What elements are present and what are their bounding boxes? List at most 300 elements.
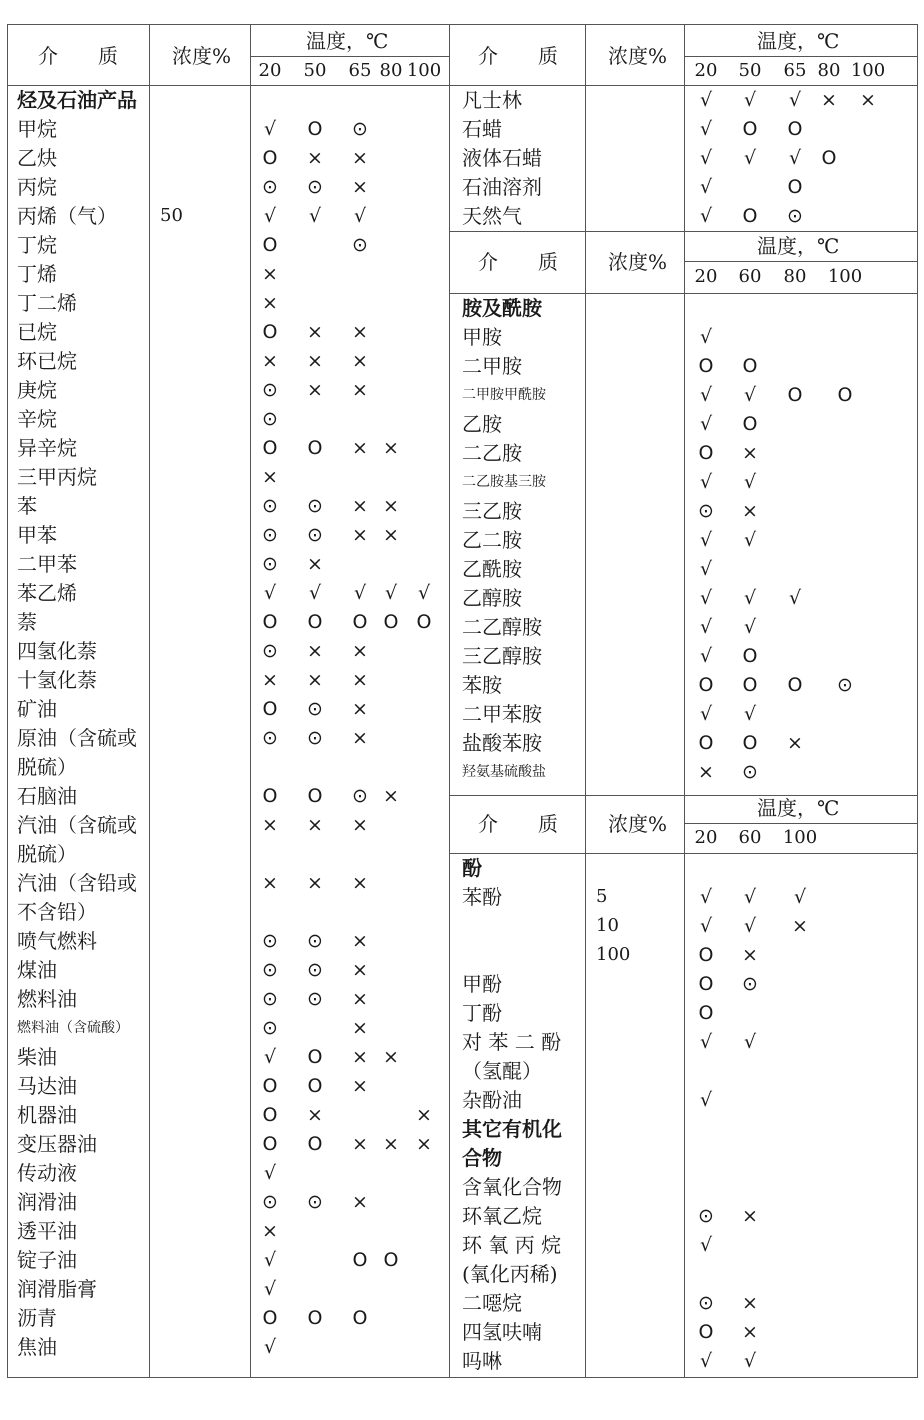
left-row-name: 烃及石油产品	[17, 88, 137, 112]
right2-row-mark-fair: O	[787, 384, 803, 406]
right3-row-mark-bad: ×	[742, 1205, 758, 1227]
left-row-mark-fair: O	[352, 611, 368, 633]
right2-row-name: 二乙胺	[462, 441, 522, 465]
right2-row-mark-fair: O	[742, 355, 758, 377]
left-row-mark-bad: ×	[352, 930, 368, 952]
left-row-mark-limited: ⊙	[307, 727, 323, 749]
left-row-mark-bad: ×	[383, 1133, 399, 1155]
right3-row-name: 环氧乙烷	[462, 1204, 542, 1228]
right2-row-mark-fair: O	[787, 674, 803, 696]
left-row-name: 庚烷	[17, 378, 57, 402]
left-row-mark-limited: ⊙	[262, 988, 278, 1010]
right2-header-bottom	[449, 293, 918, 294]
left-row-mark-limited: ⊙	[307, 988, 323, 1010]
left-row-mark-fair: O	[307, 1307, 323, 1329]
right3-row-name: 合物	[462, 1146, 502, 1170]
right2-row-mark-fair: O	[742, 732, 758, 754]
right2-row-name: 甲胺	[462, 325, 502, 349]
left-row-name: 燃料油	[17, 987, 77, 1011]
left-row-mark-limited: ⊙	[307, 959, 323, 981]
right2-row-name: 二甲胺	[462, 354, 522, 378]
table-bottom-border	[7, 1377, 918, 1378]
left-row-mark-ok: √	[263, 1046, 277, 1068]
left-row-mark-bad: ×	[352, 698, 368, 720]
left-row-mark-bad: ×	[352, 379, 368, 401]
left-row-name: 汽油（含硫或	[17, 813, 137, 837]
left-row-mark-ok: √	[263, 1162, 277, 1184]
right2-row-mark-fair: O	[837, 384, 853, 406]
left-row-name: 煤油	[17, 958, 57, 982]
left-row-mark-ok: √	[353, 582, 367, 604]
right1-row-mark-ok: √	[699, 118, 713, 140]
right1-temp-col-100: 100	[850, 60, 886, 81]
left-row-mark-bad: ×	[262, 466, 278, 488]
left-row-mark-bad: ×	[383, 495, 399, 517]
right2-row-name: 乙胺	[462, 412, 502, 436]
right2-row-name: 羟氨基硫酸盐	[462, 764, 546, 780]
right2-row-mark-ok: √	[743, 529, 757, 551]
left-row-name: 不含铅）	[17, 900, 97, 924]
left-row-mark-bad: ×	[352, 495, 368, 517]
right2-top-border	[449, 231, 918, 232]
left-row-mark-limited: ⊙	[307, 176, 323, 198]
right2-row-mark-fair: O	[742, 674, 758, 696]
right1-header-concentration: 浓度%	[608, 44, 668, 68]
right2-row-mark-bad: ×	[742, 500, 758, 522]
left-row-mark-ok: √	[308, 582, 322, 604]
left-row-name: 丁二烯	[17, 291, 77, 315]
right3-top-border	[449, 795, 918, 796]
right3-row-name: 环 氧 丙 烷	[462, 1233, 562, 1257]
left-row-name: 丙烷	[17, 175, 57, 199]
right3-row-mark-fair: O	[698, 973, 714, 995]
left-row-mark-limited: ⊙	[262, 930, 278, 952]
right1-row-mark-ok: √	[699, 205, 713, 227]
right1-row-mark-fair: O	[787, 176, 803, 198]
right3-row-name: 酚	[462, 856, 482, 880]
right2-row-mark-limited: ⊙	[837, 674, 853, 696]
right3-temp-sub-rule	[684, 823, 918, 824]
left-row-name: 透平油	[17, 1219, 77, 1243]
left-row-mark-fair: O	[262, 785, 278, 807]
right2-row-name: 三乙胺	[462, 499, 522, 523]
right3-row-name: （氢醌）	[462, 1059, 542, 1083]
left-row-mark-bad: ×	[383, 524, 399, 546]
left-row-name: 甲烷	[17, 117, 57, 141]
right2-row-mark-ok: √	[743, 703, 757, 725]
right1-row-mark-bad: ×	[860, 89, 876, 111]
left-row-mark-fair: O	[416, 611, 432, 633]
left-row-name: 原油（含硫或	[17, 726, 137, 750]
left-row-mark-ok: √	[263, 1336, 277, 1358]
left-divider-medium-conc	[149, 24, 150, 1377]
right3-row-name: 吗啉	[462, 1349, 502, 1373]
right3-row-mark-ok: √	[743, 1350, 757, 1372]
right2-row-mark-bad: ×	[698, 761, 714, 783]
left-row-concentration: 50	[160, 205, 183, 226]
left-row-mark-bad: ×	[352, 1075, 368, 1097]
right3-row-mark-ok: √	[699, 886, 713, 908]
right3-row-concentration: 100	[596, 944, 631, 965]
left-row-mark-bad: ×	[352, 988, 368, 1010]
right2-row-mark-fair: O	[698, 674, 714, 696]
right3-row-mark-ok: √	[793, 886, 807, 908]
left-row-mark-bad: ×	[383, 785, 399, 807]
left-row-mark-fair: O	[262, 698, 278, 720]
right2-row-mark-ok: √	[743, 384, 757, 406]
right2-row-mark-ok: √	[699, 616, 713, 638]
right3-row-mark-fair: O	[698, 1002, 714, 1024]
left-row-mark-bad: ×	[262, 814, 278, 836]
left-divider-conc-temp	[250, 24, 251, 1377]
right3-row-name: 其它有机化	[462, 1117, 562, 1141]
left-row-mark-bad: ×	[352, 1046, 368, 1068]
right3-row-name: 丁酚	[462, 1001, 502, 1025]
left-row-mark-limited: ⊙	[262, 727, 278, 749]
right3-temp-col-60: 60	[738, 827, 762, 848]
left-row-mark-ok: √	[417, 582, 431, 604]
right1-row-mark-ok: √	[743, 89, 757, 111]
right2-row-name: 盐酸苯胺	[462, 731, 542, 755]
left-row-name: 四氢化萘	[17, 639, 97, 663]
left-row-name: 马达油	[17, 1074, 77, 1098]
left-row-mark-bad: ×	[262, 263, 278, 285]
left-row-name: 丙烯（气）	[17, 204, 117, 228]
left-row-mark-ok: √	[263, 205, 277, 227]
left-row-mark-limited: ⊙	[262, 495, 278, 517]
left-row-mark-bad: ×	[262, 1220, 278, 1242]
right3-header-bottom	[449, 853, 918, 854]
right1-temp-col-65: 65	[783, 60, 807, 81]
left-row-mark-bad: ×	[352, 669, 368, 691]
right2-row-name: 三乙醇胺	[462, 644, 542, 668]
right1-row-mark-bad: ×	[821, 89, 837, 111]
right1-row-mark-ok: √	[788, 147, 802, 169]
right2-row-name: 二甲苯胺	[462, 702, 542, 726]
left-temp-col-65: 65	[348, 60, 372, 81]
left-row-mark-bad: ×	[307, 350, 323, 372]
left-row-name: 二甲苯	[17, 552, 77, 576]
right3-row-concentration: 5	[596, 886, 608, 907]
left-row-mark-bad: ×	[262, 292, 278, 314]
right1-row-mark-fair: O	[821, 147, 837, 169]
right3-temp-col-20: 20	[694, 827, 718, 848]
right2-row-mark-ok: √	[699, 529, 713, 551]
right3-row-name: 对 苯 二 酚	[462, 1030, 562, 1054]
left-row-mark-limited: ⊙	[262, 379, 278, 401]
left-row-mark-fair: O	[262, 437, 278, 459]
left-row-mark-ok: √	[263, 1249, 277, 1271]
right2-row-name: 乙酰胺	[462, 557, 522, 581]
left-row-mark-bad: ×	[352, 640, 368, 662]
right3-row-name: (氧化丙稀)	[462, 1262, 558, 1286]
right3-row-name: 四氢呋喃	[462, 1320, 542, 1344]
left-row-mark-limited: ⊙	[307, 524, 323, 546]
left-row-mark-bad: ×	[307, 669, 323, 691]
right2-row-name: 胺及酰胺	[462, 296, 542, 320]
right2-row-mark-fair: O	[742, 413, 758, 435]
center-divider	[449, 24, 450, 1377]
left-row-name: 汽油（含铅或	[17, 871, 137, 895]
left-row-mark-fair: O	[383, 1249, 399, 1271]
left-row-mark-bad: ×	[352, 1133, 368, 1155]
left-row-name: 萘	[17, 610, 37, 634]
left-row-name: 传动液	[17, 1161, 77, 1185]
right3-row-mark-limited: ⊙	[698, 1292, 714, 1314]
left-row-mark-limited: ⊙	[262, 1017, 278, 1039]
right1-temp-col-20: 20	[694, 60, 718, 81]
left-row-mark-bad: ×	[352, 959, 368, 981]
left-row-mark-bad: ×	[307, 553, 323, 575]
table-left-border	[7, 24, 8, 1377]
right2-row-mark-ok: √	[699, 645, 713, 667]
left-row-name: 苯乙烯	[17, 581, 77, 605]
left-row-mark-bad: ×	[352, 321, 368, 343]
right2-row-mark-ok: √	[699, 384, 713, 406]
left-row-name: 丁烯	[17, 262, 57, 286]
left-row-mark-bad: ×	[307, 379, 323, 401]
left-row-mark-fair: O	[352, 1307, 368, 1329]
left-row-mark-bad: ×	[352, 350, 368, 372]
right2-row-name: 乙二胺	[462, 528, 522, 552]
left-row-mark-fair: O	[307, 1133, 323, 1155]
left-row-mark-limited: ⊙	[262, 524, 278, 546]
left-row-mark-limited: ⊙	[352, 785, 368, 807]
table-right-border	[917, 24, 918, 1377]
left-temp-sub-rule	[250, 56, 449, 57]
right1-row-mark-ok: √	[743, 147, 757, 169]
left-row-name: 矿油	[17, 697, 57, 721]
left-row-mark-fair: O	[352, 1249, 368, 1271]
right3-row-mark-ok: √	[743, 886, 757, 908]
left-row-mark-limited: ⊙	[307, 930, 323, 952]
right2-row-mark-limited: ⊙	[742, 761, 758, 783]
right2-row-mark-ok: √	[699, 558, 713, 580]
left-row-name: 十氢化萘	[17, 668, 97, 692]
right3-row-mark-bad: ×	[792, 915, 808, 937]
right3-row-mark-bad: ×	[742, 1292, 758, 1314]
right1-row-name: 液体石蜡	[462, 146, 542, 170]
left-temp-col-80: 80	[379, 60, 403, 81]
left-row-mark-bad: ×	[307, 1104, 323, 1126]
right2-header-temperature: 温度，℃	[757, 234, 840, 258]
left-row-mark-limited: ⊙	[262, 408, 278, 430]
left-row-mark-ok: √	[263, 1278, 277, 1300]
left-row-name: 乙炔	[17, 146, 57, 170]
right2-row-name: 二甲胺甲酰胺	[462, 387, 546, 403]
left-row-mark-bad: ×	[307, 147, 323, 169]
left-row-mark-bad: ×	[307, 640, 323, 662]
right1-row-mark-ok: √	[699, 147, 713, 169]
left-row-name: 三甲丙烷	[17, 465, 97, 489]
right2-row-mark-fair: O	[698, 442, 714, 464]
right2-row-mark-ok: √	[743, 616, 757, 638]
right-divider-medium-conc	[585, 24, 586, 1377]
left-row-mark-bad: ×	[352, 524, 368, 546]
left-row-name: 润滑油	[17, 1190, 77, 1214]
right1-row-mark-fair: O	[742, 118, 758, 140]
right3-row-name: 含氧化合物	[462, 1175, 562, 1199]
right1-temp-col-80: 80	[817, 60, 841, 81]
left-row-mark-limited: ⊙	[307, 495, 323, 517]
left-row-mark-ok: √	[384, 582, 398, 604]
left-row-mark-bad: ×	[352, 727, 368, 749]
right2-header-medium: 介 质	[478, 250, 558, 274]
left-row-mark-ok: √	[308, 205, 322, 227]
left-row-mark-bad: ×	[307, 872, 323, 894]
right2-temp-col-60: 60	[738, 266, 762, 287]
left-row-mark-fair: O	[307, 1075, 323, 1097]
right3-row-name: 杂酚油	[462, 1088, 522, 1112]
left-row-mark-ok: √	[263, 118, 277, 140]
right2-row-name: 二乙胺基三胺	[462, 474, 546, 490]
right3-row-mark-ok: √	[699, 1350, 713, 1372]
left-row-mark-limited: ⊙	[262, 1191, 278, 1213]
left-header-medium: 介 质	[38, 44, 118, 68]
right2-temp-sub-rule	[684, 261, 918, 262]
left-row-mark-fair: O	[383, 611, 399, 633]
left-row-name: 丁烷	[17, 233, 57, 257]
left-row-mark-limited: ⊙	[352, 118, 368, 140]
right1-temp-sub-rule	[684, 56, 918, 57]
left-row-name: 脱硫）	[17, 842, 77, 866]
table-top-border	[7, 24, 918, 25]
header-bottom-border	[7, 85, 918, 86]
right1-row-name: 石蜡	[462, 117, 502, 141]
left-row-name: 焦油	[17, 1335, 57, 1359]
left-row-mark-limited: ⊙	[307, 1191, 323, 1213]
left-row-mark-limited: ⊙	[262, 553, 278, 575]
right3-row-mark-fair: O	[698, 1321, 714, 1343]
left-row-name: 润滑脂膏	[17, 1277, 97, 1301]
right3-temp-col-100: 100	[782, 827, 818, 848]
right2-row-mark-ok: √	[699, 471, 713, 493]
right1-header-temperature: 温度，℃	[757, 29, 840, 53]
left-row-mark-limited: ⊙	[352, 234, 368, 256]
left-row-mark-bad: ×	[262, 350, 278, 372]
right3-row-mark-ok: √	[699, 915, 713, 937]
left-row-mark-bad: ×	[307, 321, 323, 343]
left-row-mark-fair: O	[307, 611, 323, 633]
right1-header-medium: 介 质	[478, 44, 558, 68]
left-row-mark-fair: O	[307, 437, 323, 459]
left-row-name: 苯	[17, 494, 37, 518]
right2-row-mark-fair: O	[698, 732, 714, 754]
right3-row-mark-fair: O	[698, 944, 714, 966]
left-row-mark-fair: O	[262, 1104, 278, 1126]
left-header-concentration: 浓度%	[172, 44, 232, 68]
right2-row-mark-ok: √	[699, 587, 713, 609]
right2-row-mark-fair: O	[742, 645, 758, 667]
left-row-mark-fair: O	[262, 321, 278, 343]
left-row-mark-bad: ×	[352, 437, 368, 459]
left-row-name: 脱硫）	[17, 755, 77, 779]
right3-header-medium: 介 质	[478, 812, 558, 836]
right2-row-name: 二乙醇胺	[462, 615, 542, 639]
right2-row-name: 乙醇胺	[462, 586, 522, 610]
right1-row-mark-fair: O	[787, 118, 803, 140]
right3-row-mark-ok: √	[743, 915, 757, 937]
left-row-mark-fair: O	[262, 147, 278, 169]
left-row-mark-fair: O	[262, 1133, 278, 1155]
right3-row-mark-limited: ⊙	[742, 973, 758, 995]
left-header-temperature: 温度，℃	[306, 29, 389, 53]
right2-row-mark-limited: ⊙	[698, 500, 714, 522]
right1-row-mark-ok: √	[699, 89, 713, 111]
left-row-mark-ok: √	[353, 205, 367, 227]
left-row-mark-limited: ⊙	[262, 959, 278, 981]
left-row-mark-fair: O	[262, 234, 278, 256]
right3-row-mark-ok: √	[699, 1031, 713, 1053]
right2-row-mark-ok: √	[699, 326, 713, 348]
left-row-name: 异辛烷	[17, 436, 77, 460]
right1-temp-col-50: 50	[738, 60, 762, 81]
left-row-mark-bad: ×	[416, 1133, 432, 1155]
right1-row-mark-ok: √	[788, 89, 802, 111]
left-row-mark-bad: ×	[307, 814, 323, 836]
left-row-mark-bad: ×	[352, 814, 368, 836]
right1-row-mark-limited: ⊙	[787, 205, 803, 227]
right2-row-mark-ok: √	[743, 587, 757, 609]
left-temp-col-20: 20	[258, 60, 282, 81]
right2-temp-col-100: 100	[827, 266, 863, 287]
right3-row-name: 二噁烷	[462, 1291, 522, 1315]
left-row-name: 沥青	[17, 1306, 57, 1330]
left-row-name: 甲苯	[17, 523, 57, 547]
left-row-mark-bad: ×	[352, 176, 368, 198]
right2-row-mark-ok: √	[699, 413, 713, 435]
right2-row-mark-fair: O	[698, 355, 714, 377]
left-row-name: 变压器油	[17, 1132, 97, 1156]
right1-row-mark-fair: O	[742, 205, 758, 227]
left-row-name: 燃料油（含硫酸）	[17, 1020, 129, 1036]
left-row-mark-fair: O	[262, 1075, 278, 1097]
left-row-mark-limited: ⊙	[307, 698, 323, 720]
right2-temp-col-80: 80	[783, 266, 807, 287]
left-row-mark-bad: ×	[352, 147, 368, 169]
left-row-mark-bad: ×	[383, 1046, 399, 1068]
right3-row-mark-ok: √	[699, 1089, 713, 1111]
right2-header-concentration: 浓度%	[608, 250, 668, 274]
left-row-mark-limited: ⊙	[262, 640, 278, 662]
left-row-name: 喷气燃料	[17, 929, 97, 953]
left-row-name: 环已烷	[17, 349, 77, 373]
right3-row-concentration: 10	[596, 915, 619, 936]
left-row-mark-bad: ×	[416, 1104, 432, 1126]
left-row-mark-fair: O	[307, 785, 323, 807]
left-temp-col-50: 50	[303, 60, 327, 81]
right3-header-concentration: 浓度%	[608, 812, 668, 836]
right3-row-mark-bad: ×	[742, 1321, 758, 1343]
left-row-mark-bad: ×	[352, 872, 368, 894]
left-row-name: 已烷	[17, 320, 57, 344]
left-row-name: 辛烷	[17, 407, 57, 431]
left-row-mark-ok: √	[263, 582, 277, 604]
right1-row-mark-ok: √	[699, 176, 713, 198]
left-row-name: 锭子油	[17, 1248, 77, 1272]
right1-row-name: 天然气	[462, 204, 522, 228]
left-row-name: 机器油	[17, 1103, 77, 1127]
right3-row-mark-ok: √	[743, 1031, 757, 1053]
left-row-mark-fair: O	[307, 118, 323, 140]
left-row-mark-fair: O	[262, 1307, 278, 1329]
right2-row-mark-ok: √	[788, 587, 802, 609]
right3-row-mark-limited: ⊙	[698, 1205, 714, 1227]
right3-row-mark-bad: ×	[742, 944, 758, 966]
right2-row-mark-bad: ×	[787, 732, 803, 754]
left-row-mark-bad: ×	[383, 437, 399, 459]
right3-row-name: 甲酚	[462, 972, 502, 996]
